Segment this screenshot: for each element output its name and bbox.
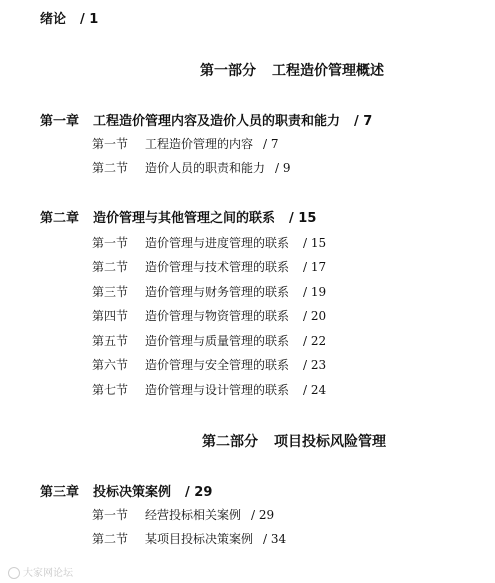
section-entry	[145, 506, 274, 523]
watermark-logo-icon	[8, 567, 20, 579]
section-page: / 7	[263, 137, 279, 151]
watermark-text: 大家网论坛	[23, 568, 73, 579]
section-number: 第一节	[92, 508, 129, 522]
chapter-title: 投标决策案例	[93, 485, 172, 500]
intro-page: / 1	[80, 12, 99, 27]
section-title: 造价管理与进度管理的联系	[145, 236, 290, 250]
watermark	[8, 564, 73, 579]
section-title: 造价管理与技术管理的联系	[145, 260, 290, 274]
section-entry	[145, 159, 291, 176]
section-title: 造价管理与设计管理的联系	[145, 383, 290, 397]
part-label: 第一部分	[200, 63, 256, 79]
chapter-label: 第三章	[40, 485, 80, 500]
intro-entry	[40, 8, 98, 27]
chapter-title: 工程造价管理内容及造价人员的职责和能力	[93, 114, 341, 129]
chapter-entry	[40, 110, 372, 129]
chapter-label: 第一章	[40, 114, 80, 129]
part-title: 工程造价管理概述	[272, 63, 384, 79]
section-number: 第二节	[92, 260, 129, 274]
section-page: / 34	[263, 532, 287, 546]
section-title: 造价管理与安全管理的联系	[145, 358, 290, 372]
section-page: / 15	[303, 236, 327, 250]
section-title: 工程造价管理的内容	[145, 137, 254, 151]
section-entry	[145, 530, 286, 547]
section-entry	[145, 135, 279, 152]
section-page: / 9	[275, 161, 291, 175]
intro-title: 绪论	[40, 12, 67, 27]
part-heading	[202, 431, 386, 451]
section-number: 第六节	[92, 358, 129, 372]
section-entry	[145, 356, 326, 373]
section-page: / 19	[303, 285, 327, 299]
section-page: / 20	[303, 309, 327, 323]
chapter-entry	[40, 481, 212, 500]
section-number: 第五节	[92, 334, 129, 348]
section-entry	[145, 258, 326, 275]
section-title: 经营投标相关案例	[145, 508, 242, 522]
section-number: 第二节	[92, 161, 129, 175]
section-number: 第一节	[92, 236, 129, 250]
section-title: 造价管理与质量管理的联系	[145, 334, 290, 348]
part-heading	[200, 60, 384, 80]
chapter-page: / 15	[289, 211, 317, 226]
section-title: 某项目投标决策案例	[145, 532, 254, 546]
section-entry	[145, 332, 326, 349]
section-entry	[145, 381, 326, 398]
section-entry	[145, 283, 326, 300]
section-number: 第二节	[92, 532, 129, 546]
section-number: 第一节	[92, 137, 129, 151]
part-label: 第二部分	[202, 434, 258, 450]
section-page: / 24	[303, 383, 327, 397]
chapter-page: / 29	[185, 485, 213, 500]
section-entry	[145, 234, 326, 251]
chapter-title: 造价管理与其他管理之间的联系	[93, 211, 276, 226]
section-title: 造价人员的职责和能力	[145, 161, 266, 175]
section-page: / 17	[303, 260, 327, 274]
section-title: 造价管理与物资管理的联系	[145, 309, 290, 323]
section-entry	[145, 307, 326, 324]
section-number: 第七节	[92, 383, 129, 397]
section-page: / 22	[303, 334, 327, 348]
section-page: / 29	[251, 508, 275, 522]
part-title: 项目投标风险管理	[274, 434, 386, 450]
chapter-page: / 7	[354, 114, 373, 129]
section-number: 第四节	[92, 309, 129, 323]
chapter-label: 第二章	[40, 211, 80, 226]
chapter-entry	[40, 207, 316, 226]
section-page: / 23	[303, 358, 327, 372]
section-title: 造价管理与财务管理的联系	[145, 285, 290, 299]
section-number: 第三节	[92, 285, 129, 299]
